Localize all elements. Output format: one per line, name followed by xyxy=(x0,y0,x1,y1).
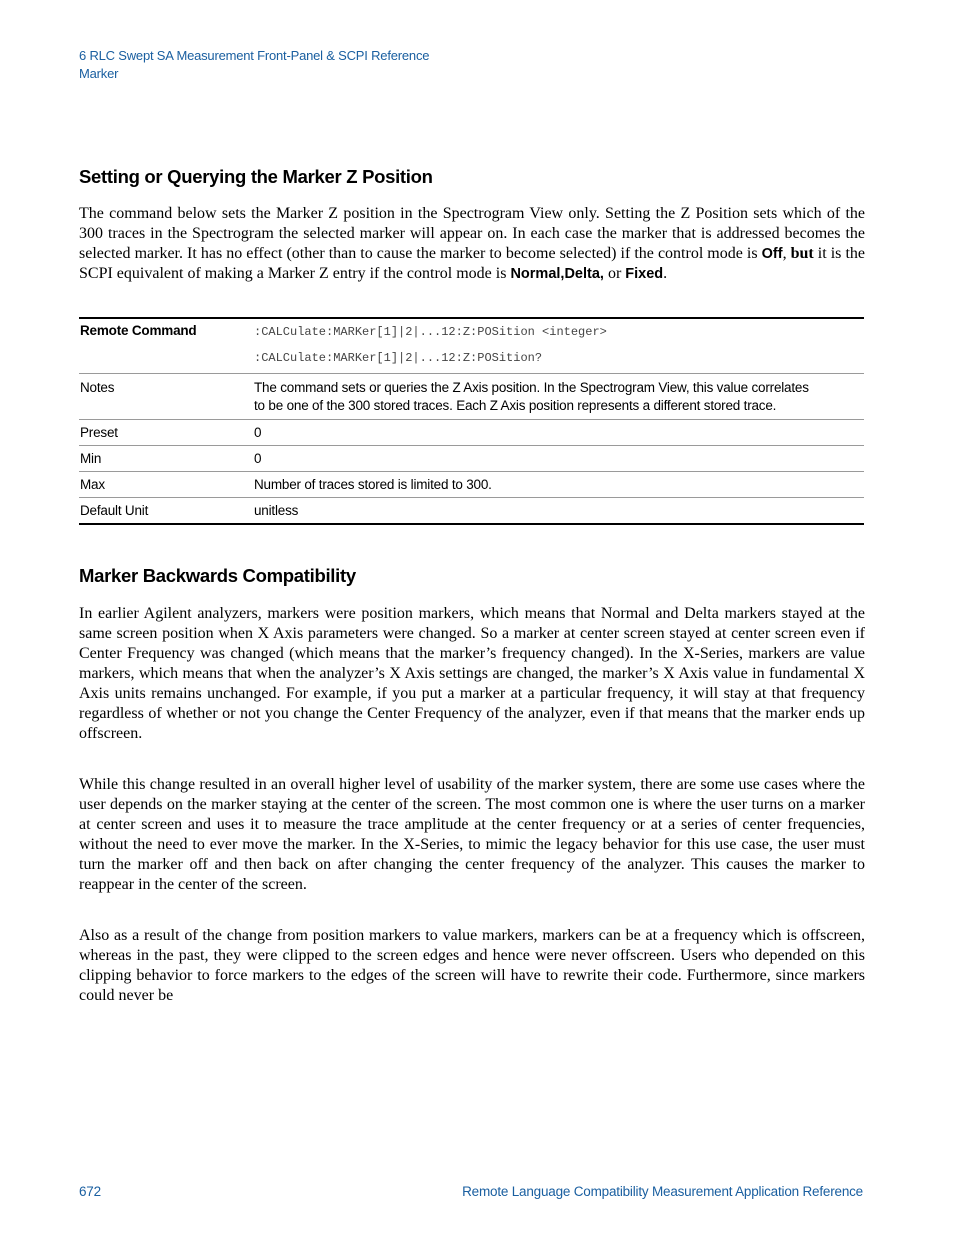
table-row-remote-command xyxy=(79,318,864,374)
default-unit-value: unitless xyxy=(254,498,864,525)
or-text: or xyxy=(603,265,626,282)
period-text: . xyxy=(663,265,668,282)
max-label: Max xyxy=(79,472,254,498)
notes-label: Notes xyxy=(79,374,254,420)
intro-text-a: The command below sets the Marker Z position in the Spectrogram View only. Setting the Z Position sets which of the 300 traces in the Spectrogram the selected marker will appear on. In each case the marker that is addressed becomes the selected marker. It has no effect (other than to cause the marker to become selected) if the control mode is xyxy=(79,205,865,262)
heading-marker-backwards-compatibility: Marker Backwards Compatibility xyxy=(79,565,356,586)
paragraph-position-markers: In earlier Agilent analyzers, markers were position markers, which means that Normal and Delta markers stayed at the same screen position when X Axis parameters were changed. So a marker at center screen stayed at center screen even if Center Frequency was changed (which means that the marker’s frequency changed). In the X-Series, markers are value markers, which means that when the analyzer’s X Axis settings are changed, the marker’s X Axis value in fundamental X Axis units remains unchanged. For example, if you put a marker at a particular frequency, it will stay at that frequency regardless of whether or not you change the Center Frequency of the analyzer, even if that means that the marker ends up offscreen. xyxy=(79,605,865,742)
paragraph-offscreen-markers: Also as a result of the change from position markers to value markers, markers can be at a frequency which is offscreen, whereas in the past, they were clipped to the screen edges and hence were never offscreen. Users who depended on this clipping behavior to force markers to the edges of the screen will have to rewrite their code. Furthermore, since markers could never be xyxy=(79,927,865,1004)
min-label: Min xyxy=(79,446,254,472)
control-mode-fixed: Fixed xyxy=(625,266,664,282)
min-value: 0 xyxy=(254,446,864,472)
document-title: Remote Language Compatibility Measurement Application Reference xyxy=(462,1184,863,1199)
table-row-default-unit xyxy=(79,498,864,525)
preset-label: Preset xyxy=(79,420,254,446)
table-row-notes xyxy=(79,374,864,420)
table-row-preset xyxy=(79,420,864,446)
default-unit-label: Default Unit xyxy=(79,498,254,525)
paragraph-z-position-intro xyxy=(79,204,865,284)
notes-value xyxy=(254,374,864,420)
comma-text: , xyxy=(782,245,791,262)
max-value: Number of traces stored is limited to 300. xyxy=(254,472,864,498)
chapter-title: 6 RLC Swept SA Measurement Front-Panel & SCPI Reference xyxy=(79,48,430,63)
control-mode-normal-delta: Normal,Delta, xyxy=(510,266,604,282)
remote-command-label: Remote Command xyxy=(80,323,197,338)
scpi-command: :CALCulate:MARKer[1]|2|...12:Z:POSition <integer> xyxy=(254,325,607,339)
scpi-query: :CALCulate:MARKer[1]|2|...12:Z:POSition? xyxy=(254,351,543,365)
table-row-max xyxy=(79,472,864,498)
page-number: 672 xyxy=(79,1184,101,1199)
notes-line-1: The command sets or queries the Z Axis position. In the Spectrogram View, this value correlates xyxy=(254,380,809,395)
remote-command-values xyxy=(254,318,864,374)
command-reference-table xyxy=(79,317,864,525)
intro-text-b: it is the SCPI equivalent of making a Marker Z entry if the control mode is xyxy=(79,245,866,282)
running-header xyxy=(79,47,429,83)
notes-line-2: to be one of the 300 stored traces. Each Z Axis position represents a different stored trace. xyxy=(254,398,777,413)
paragraph-usability-change: While this change resulted in an overall higher level of usability of the marker system, there are some use cases where the user depends on the marker staying at the center of the screen. The most common one is where the user turns on a marker at center screen and uses it to measure the trace amplitude at the center frequency or at a series of center frequencies, without the need to ever move the marker. In the X-Series, to mimic the legacy behavior for this use case, the user must turn the marker off and then back on after changing the center frequency of the analyzer. This causes the marker to reappear in the center of the screen. xyxy=(79,776,865,893)
section-title: Marker xyxy=(79,66,119,81)
heading-marker-z-position: Setting or Querying the Marker Z Position xyxy=(79,166,433,187)
table-row-min xyxy=(79,446,864,472)
control-mode-off: Off xyxy=(761,246,783,262)
but-text: but xyxy=(790,245,814,262)
preset-value: 0 xyxy=(254,420,864,446)
